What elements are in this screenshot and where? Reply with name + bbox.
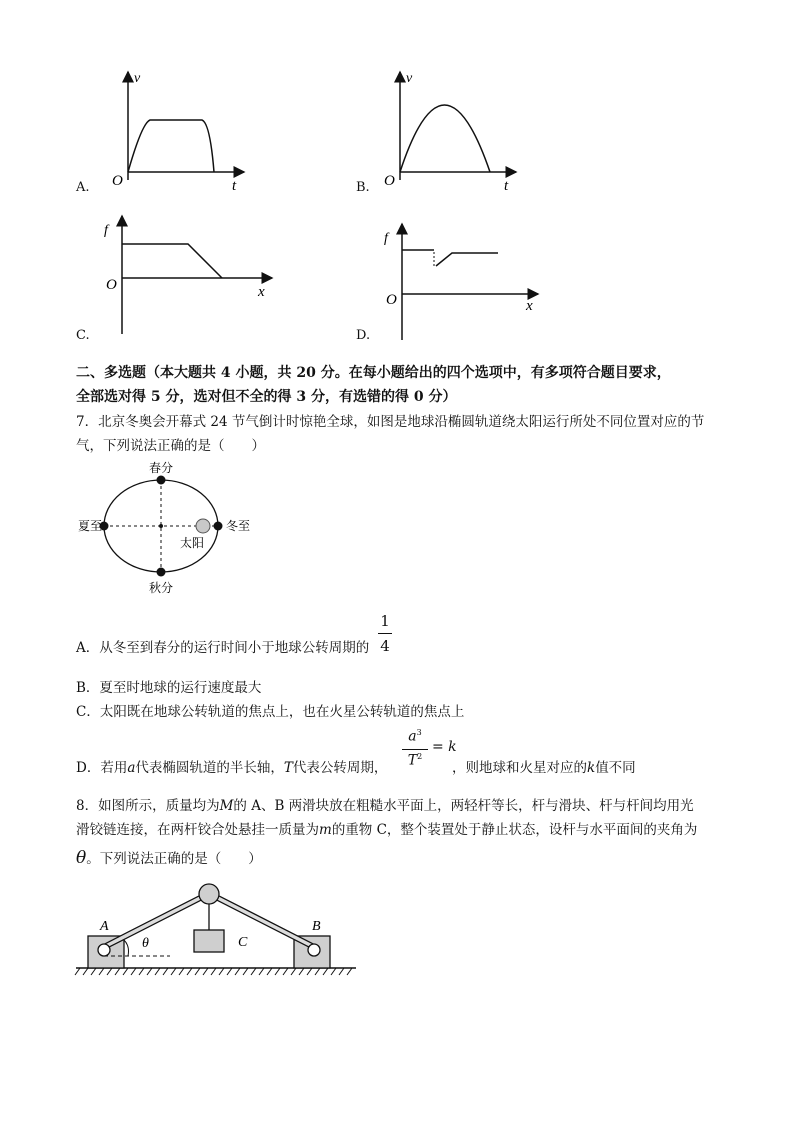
graph-c: [100, 212, 280, 337]
optD-mid2: 代表公转周期，: [292, 760, 388, 776]
autumn-equinox-dot: [157, 568, 166, 577]
formula-rhs: = k: [432, 739, 457, 755]
winter-label: 冬至: [226, 519, 251, 533]
sun-icon: [196, 519, 210, 533]
summer-label: 夏至: [78, 519, 103, 533]
option-a-label: A.: [76, 180, 90, 195]
y-axis-label: f: [384, 231, 388, 246]
option-c-label: C.: [76, 328, 90, 343]
spring-equinox-dot: [157, 476, 166, 485]
formula-denominator: $T^2$: [407, 752, 423, 769]
velocity-curve: [128, 120, 214, 172]
q7-option-b: B．夏至时地球的运行速度最大: [76, 680, 262, 696]
q7-fraction: [378, 612, 392, 655]
section-heading-line2: 全部选对得 5 分，选对但不全的得 3 分，有选错的得 0 分）: [76, 389, 457, 405]
center-dot: [159, 524, 163, 528]
formula-numerator: $a^3$: [408, 728, 422, 745]
q7-option-c: C．太阳既在地球公转轨道的焦点上，也在火星公转轨道的焦点上: [76, 704, 465, 720]
x-axis-label: x: [258, 284, 265, 300]
optD-a: a: [127, 760, 136, 776]
label-b: B: [312, 919, 321, 934]
origin-label: O: [386, 292, 397, 308]
x-axis-label: t: [232, 178, 237, 193]
friction-curve: [122, 244, 222, 278]
slider-rod-diagram: [72, 872, 362, 984]
top-hinge: [199, 884, 219, 904]
y-axis-label: v: [406, 71, 413, 86]
x-axis-label: x: [526, 298, 533, 314]
q8-stem-line1: 8．如图所示，质量均为M的 A、B 两滑块放在粗糙水平面上，两轻杆等长，杆与滑块、杆与杆间均用光: [76, 798, 694, 814]
graph-b: [382, 68, 522, 193]
y-axis-label: v: [134, 71, 141, 86]
option-d-label: D.: [356, 328, 371, 343]
hinge-b: [308, 944, 320, 956]
angle-arc: [124, 940, 129, 956]
q7-option-a: A．从冬至到春分的运行时间小于地球公转周期的: [76, 640, 370, 656]
optD-mid1: 代表椭圆轨道的半长轴，: [135, 760, 284, 776]
formula-bar: [402, 749, 428, 750]
label-theta: θ: [142, 936, 149, 951]
fraction-numerator: 1: [380, 612, 390, 630]
x-axis-label: t: [504, 178, 509, 193]
fraction-denominator: 4: [380, 637, 390, 655]
q8-stem-line3: θ。下列说法正确的是（ ）: [76, 848, 262, 868]
orbit-diagram: [70, 460, 260, 600]
graph-d: [380, 220, 550, 345]
q8-stem-line2: 滑铰链连接，在两杆铰合处悬挂一质量为m的重物 C，整个装置处于静止状态，设杆与水平面间的夹角为: [76, 822, 698, 838]
right-rod-inner: [210, 894, 316, 948]
option-b-label: B.: [356, 180, 370, 195]
graph-a: [110, 68, 250, 193]
velocity-curve: [400, 105, 490, 172]
section-heading-line1: 二、多选题（本大题共 4 小题，共 20 分。在每小题给出的四个选项中，有多项符合题目要求，: [76, 365, 671, 381]
left-rod-inner: [102, 894, 208, 948]
label-c: C: [238, 935, 248, 950]
spring-label: 春分: [148, 461, 174, 475]
hinge-a: [98, 944, 110, 956]
origin-label: O: [384, 173, 395, 189]
friction-curve-part2: [436, 253, 498, 266]
optD-pre: D．若用: [76, 760, 128, 776]
fraction-bar: [378, 633, 392, 634]
origin-label: O: [106, 277, 117, 293]
weight-c: [194, 930, 224, 952]
q7-option-d-end: ，则地球和火星对应的k值不同: [452, 760, 636, 776]
origin-label: O: [112, 173, 123, 189]
ground-hatching: [75, 968, 352, 975]
q7-option-d: [76, 756, 387, 780]
y-axis-label: f: [104, 223, 108, 238]
q7-stem-line2: 气，下列说法正确的是（ ）: [76, 438, 265, 454]
optD-T: T: [283, 760, 293, 776]
winter-solstice-dot: [214, 522, 223, 531]
autumn-label: 秋分: [148, 581, 174, 595]
label-a: A: [100, 919, 109, 934]
sun-label: 太阳: [180, 536, 205, 550]
q7-stem-line1: 7．北京冬奥会开幕式 24 节气倒计时惊艳全球，如图是地球沿椭圆轨道绕太阳运行所处不同位置对应的节: [76, 414, 705, 430]
